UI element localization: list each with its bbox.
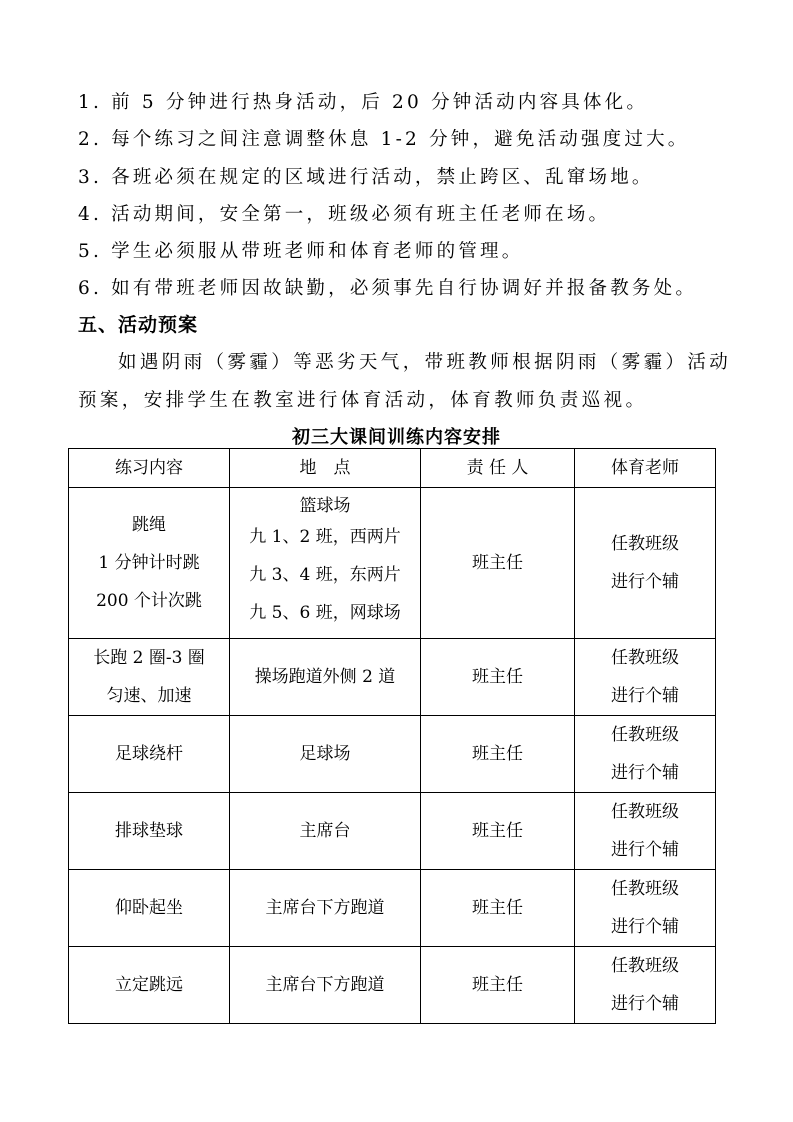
cell-responsible: 班主任 [421,870,575,947]
cell-location [230,639,421,716]
cell-pe-teacher [575,716,716,793]
table-row [69,639,716,716]
cell-line: 进行个辅 [611,686,679,706]
cell-line: 进行个辅 [611,917,679,937]
cell-responsible: 班主任 [421,639,575,716]
rule-3: 3. 各班必须在规定的区域进行活动，禁止跨区、乱窜场地。 [78,167,654,188]
cell-responsible: 班主任 [421,947,575,1024]
cell-content [69,716,230,793]
cell-line: 仰卧起坐 [115,898,183,918]
header-location: 地 点 [230,449,421,488]
rule-5: 5. 学生必须服从带班老师和体育老师的管理。 [78,241,524,262]
plan-paragraph-line1: 如遇阴雨（雾霾）等恶劣天气，带班教师根据阴雨（雾霾）活动 [118,352,732,373]
cell-line: 进行个辅 [611,763,679,783]
table-row [69,716,716,793]
rule-4: 4. 活动期间，安全第一，班级必须有班主任老师在场。 [78,204,611,225]
cell-line: 操场跑道外侧 2 道 [254,667,396,687]
cell-responsible: 班主任 [421,716,575,793]
cell-location [230,488,421,639]
cell-line: 九 5、6 班，网球场 [249,603,401,623]
section-heading: 五、活动预案 [78,314,199,336]
cell-line: 足球绕杆 [115,744,183,764]
cell-line: 篮球场 [299,496,351,516]
header-responsible: 责 任 人 [421,449,575,488]
cell-line: 九 1、2 班，西两片 [249,527,401,547]
cell-line: 匀速、加速 [106,686,192,706]
header-content: 练习内容 [69,449,230,488]
schedule-table [68,448,716,1024]
cell-line: 进行个辅 [611,572,679,592]
cell-line: 主席台下方跑道 [265,975,385,995]
cell-pe-teacher [575,870,716,947]
cell-location [230,870,421,947]
cell-line: 足球场 [299,744,351,764]
rule-6: 6. 如有带班老师因故缺勤，必须事先自行协调好并报备教务处。 [78,278,698,299]
cell-line: 任教班级 [611,956,679,976]
cell-content [69,947,230,1024]
cell-line: 1 分钟计时跳 [98,553,200,573]
header-pe-teacher: 体育老师 [575,449,716,488]
cell-line: 任教班级 [611,879,679,899]
plan-paragraph-line2: 预案，安排学生在教室进行体育活动，体育教师负责巡视。 [78,390,648,411]
cell-pe-teacher [575,488,716,639]
cell-responsible: 班主任 [421,488,575,639]
cell-pe-teacher [575,947,716,1024]
cell-line: 长跑 2 圈-3 圈 [93,648,205,668]
cell-content [69,870,230,947]
table-title: 初三大课间训练内容安排 [292,427,501,448]
cell-content [69,639,230,716]
table-row [69,488,716,639]
table-row [69,793,716,870]
cell-pe-teacher [575,793,716,870]
cell-responsible: 班主任 [421,793,575,870]
table-header-row [69,449,716,488]
rule-2: 2. 每个练习之间注意调整休息 1-2 分钟，避免活动强度过大。 [78,129,690,150]
cell-location [230,947,421,1024]
cell-line: 排球垫球 [115,821,183,841]
cell-location [230,716,421,793]
cell-line: 九 3、4 班，东两片 [249,565,401,585]
cell-content [69,793,230,870]
cell-line: 进行个辅 [611,994,679,1014]
cell-line: 任教班级 [611,534,679,554]
cell-line: 任教班级 [611,725,679,745]
cell-line: 任教班级 [611,648,679,668]
cell-line: 200 个计次跳 [96,591,202,611]
cell-line: 主席台 [299,821,351,841]
cell-location [230,793,421,870]
cell-content [69,488,230,639]
rule-1: 1. 前 5 分钟进行热身活动，后 20 分钟活动内容具体化。 [78,92,649,113]
cell-line: 跳绳 [132,515,166,535]
cell-line: 立定跳远 [115,975,183,995]
table-row [69,947,716,1024]
table-row [69,870,716,947]
cell-line: 任教班级 [611,802,679,822]
cell-line: 进行个辅 [611,840,679,860]
cell-line: 主席台下方跑道 [265,898,385,918]
cell-pe-teacher [575,639,716,716]
